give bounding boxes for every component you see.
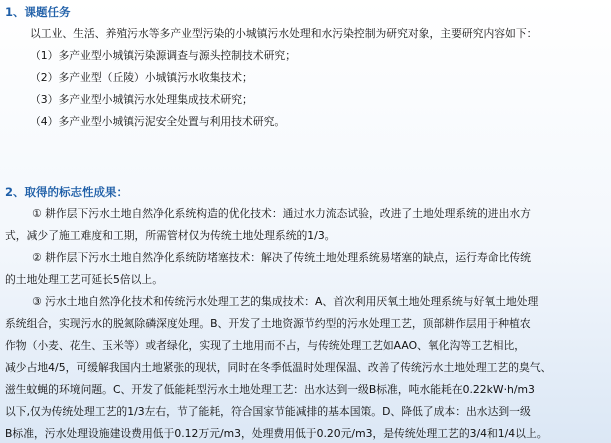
task-item-3: （3）多产业型小城镇污水处理集成技术研究； (30, 93, 253, 106)
result-line: 以下,仅为传统处理工艺的1/3左右，节了能耗，符合国家节能减排的基本国策。D、降低了成本：出水达到一级 (5, 405, 531, 418)
result-line: B标准，污水处理设施建设费用低于0.12万元/m3，处理费用低于0.20元/m3，是传统处理工艺的3/4和1/4以上。 (5, 427, 548, 440)
result-line: ③ 污水土地自然净化技术和传统污水处理工艺的集成技术：A、首次利用厌氧土地处理系统与好氧土地处理 (32, 295, 539, 308)
result-line: 滋生蚊蝇的环境问题。C、开发了低能耗型污水土地处理工艺：出水达到一级B标准，吨水能耗在0.22kW·h/m3 (5, 383, 535, 396)
task-intro: 以工业、生活、养殖污水等多产业型污染的小城镇污水处理和水污染控制为研究对象，主要研究内容如下： (30, 27, 538, 40)
result-line: ① 耕作层下污水土地自然净化系统构造的优化技术：通过水力流态试验，改进了土地处理系统的进出水方 (32, 207, 531, 220)
result-line: ② 耕作层下污水土地自然净化系统防堵塞技术：解决了传统土地处理系统易堵塞的缺点，运行寿命比传统 (32, 251, 531, 264)
result-line: 式，减少了施工难度和工期，所需管材仅为传统土地处理系统的1/3。 (5, 229, 336, 242)
task-item-2: （2）多产业型（丘陵）小城镇污水收集技术； (30, 71, 253, 84)
task-item-4: （4）多产业型小城镇污泥安全处置与利用技术研究。 (30, 115, 286, 128)
task-item-1: （1）多产业型小城镇污染源调查与源头控制技术研究； (30, 49, 296, 62)
section-heading-results: 2、取得的标志性成果： (5, 185, 129, 199)
result-line: 作物（小麦、花生、玉米等）或者绿化，实现了土地用而不占，与传统处理工艺如AAO、氧化沟等工艺相比， (5, 339, 526, 352)
result-line: 减少占地4/5，可缓解我国内土地紧张的现状，同时在冬季低温时处理保温、改善了传统污水土地处理工艺的臭气、 (5, 361, 552, 374)
section-heading-task: 1、课题任务 (5, 5, 71, 19)
result-line: 的土地处理工艺可延长5倍以上。 (5, 273, 164, 286)
result-line: 系统组合，实现污水的脱氮除磷深度处理。B、开发了土地资源节约型的污水处理工艺，顶部耕作层用于种植农 (5, 317, 531, 330)
